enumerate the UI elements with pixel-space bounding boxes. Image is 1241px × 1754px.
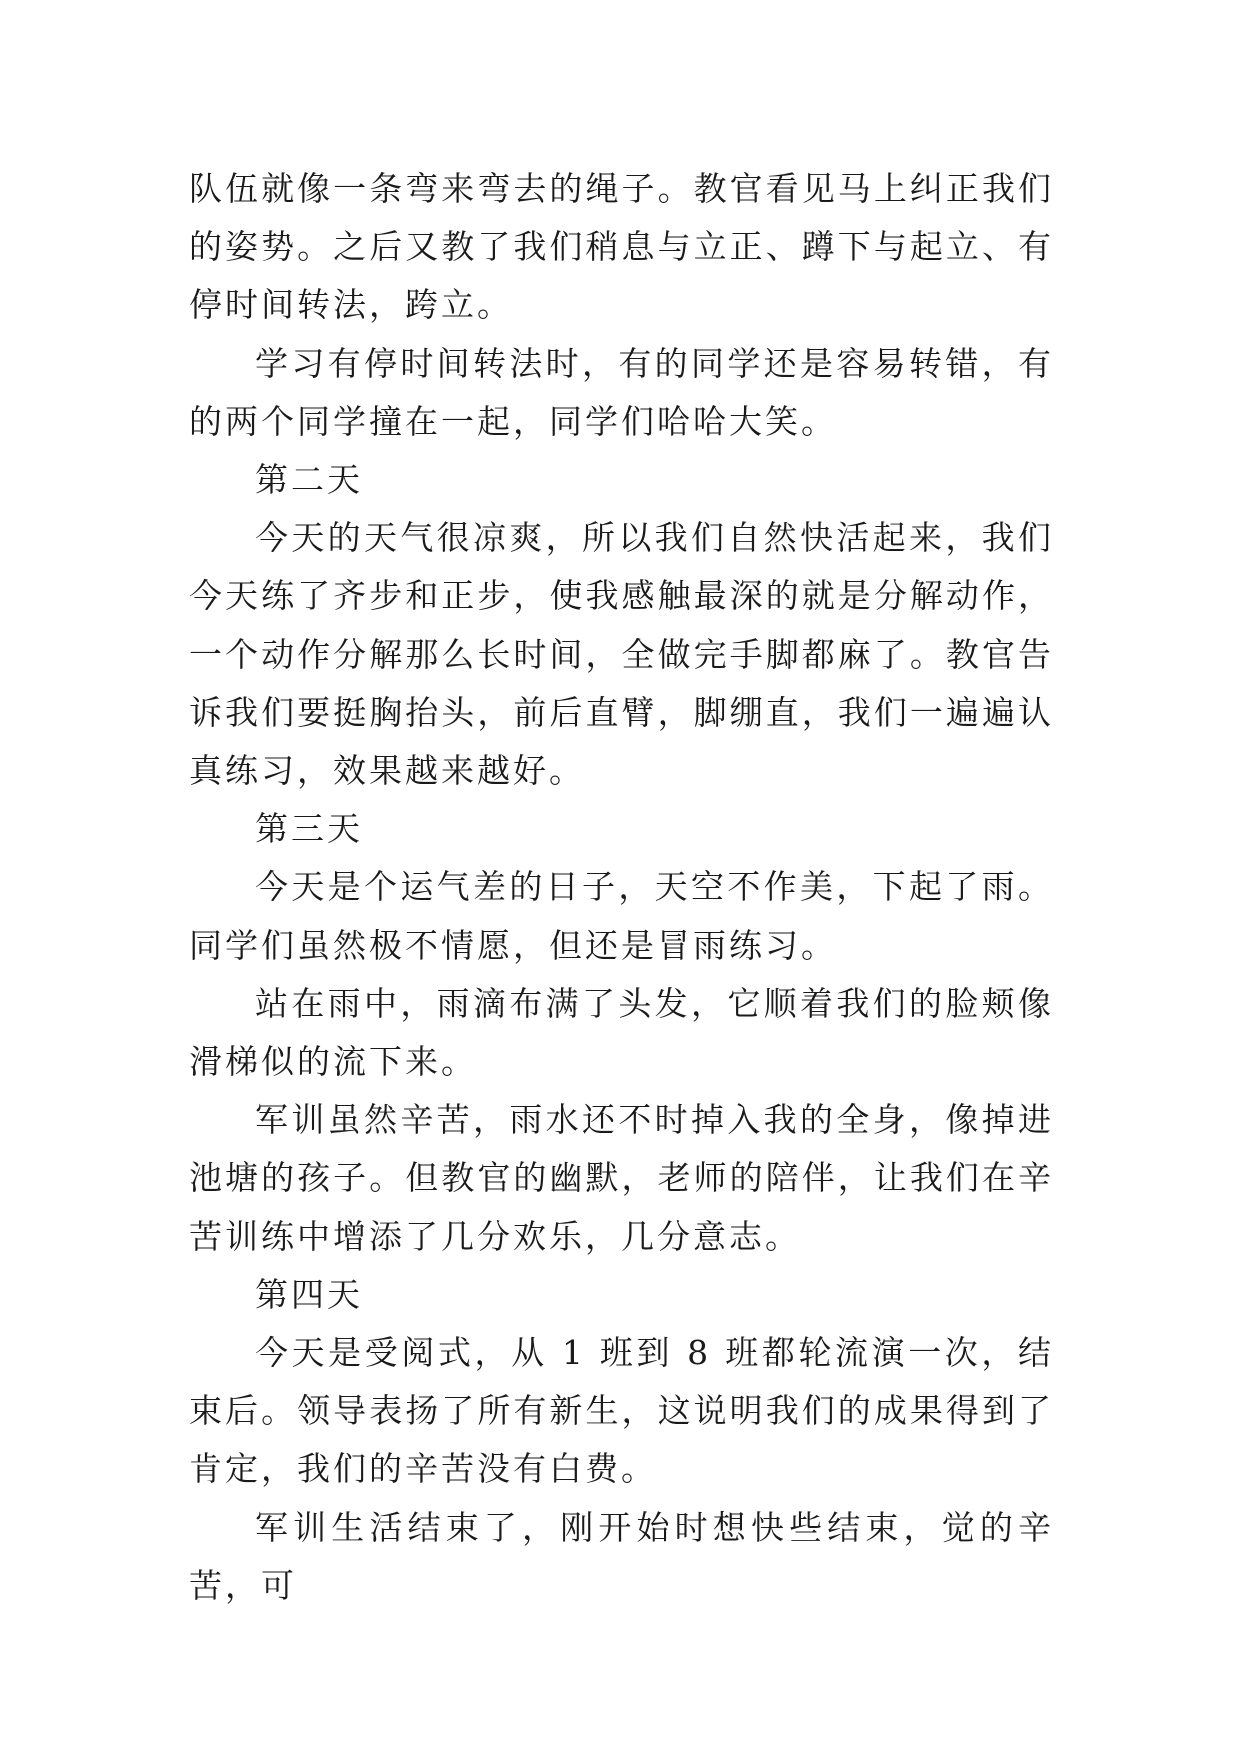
paragraph-3: 今天的天气很凉爽，所以我们自然快活起来，我们今天练了齐步和正步，使我感触最深的就是分解动作，一个动作分解那么长时间，全做完手脚都麻了。教官告诉我们要挺胸抬头，前后直臂，脚绷直，我们一遍遍认真练习，效果越来越好。 xyxy=(189,518,1054,791)
paragraph-7: 今天是受阅式，从 1 班到 8 班都轮流演一次，结束后。领导表扬了所有新生，这说明我们的成果得到了肯定，我们的辛苦没有白费。 xyxy=(189,1333,1054,1489)
paragraph-6: 军训虽然辛苦，雨水还不时掉入我的全身，像掉进池塘的孩子。但教官的幽默，老师的陪伴，让我们在辛苦训练中增添了几分欢乐，几分意志。 xyxy=(189,1100,1054,1256)
day-heading-2: 第二天 xyxy=(255,460,363,500)
paragraph-4: 今天是个运气差的日子，天空不作美，下起了雨。同学们虽然极不情愿，但还是冒雨练习。 xyxy=(189,867,1054,965)
paragraph-8: 军训生活结束了，刚开始时想快些结束，觉的辛苦，可 xyxy=(189,1507,1054,1605)
document-body xyxy=(189,160,1054,1615)
day-heading-3: 第三天 xyxy=(255,809,363,849)
paragraph-1: 队伍就像一条弯来弯去的绳子。教官看见马上纠正我们的姿势。之后又教了我们稍息与立正、蹲下与起立、有停时间转法，跨立。 xyxy=(189,169,1054,325)
paragraph-5: 站在雨中，雨滴布满了头发，它顺着我们的脸颊像滑梯似的流下来。 xyxy=(189,983,1054,1082)
paragraph-2: 学习有停时间转法时，有的同学还是容易转错，有的两个同学撞在一起，同学们哈哈大笑。 xyxy=(189,343,1054,441)
day-heading-4: 第四天 xyxy=(255,1274,363,1314)
